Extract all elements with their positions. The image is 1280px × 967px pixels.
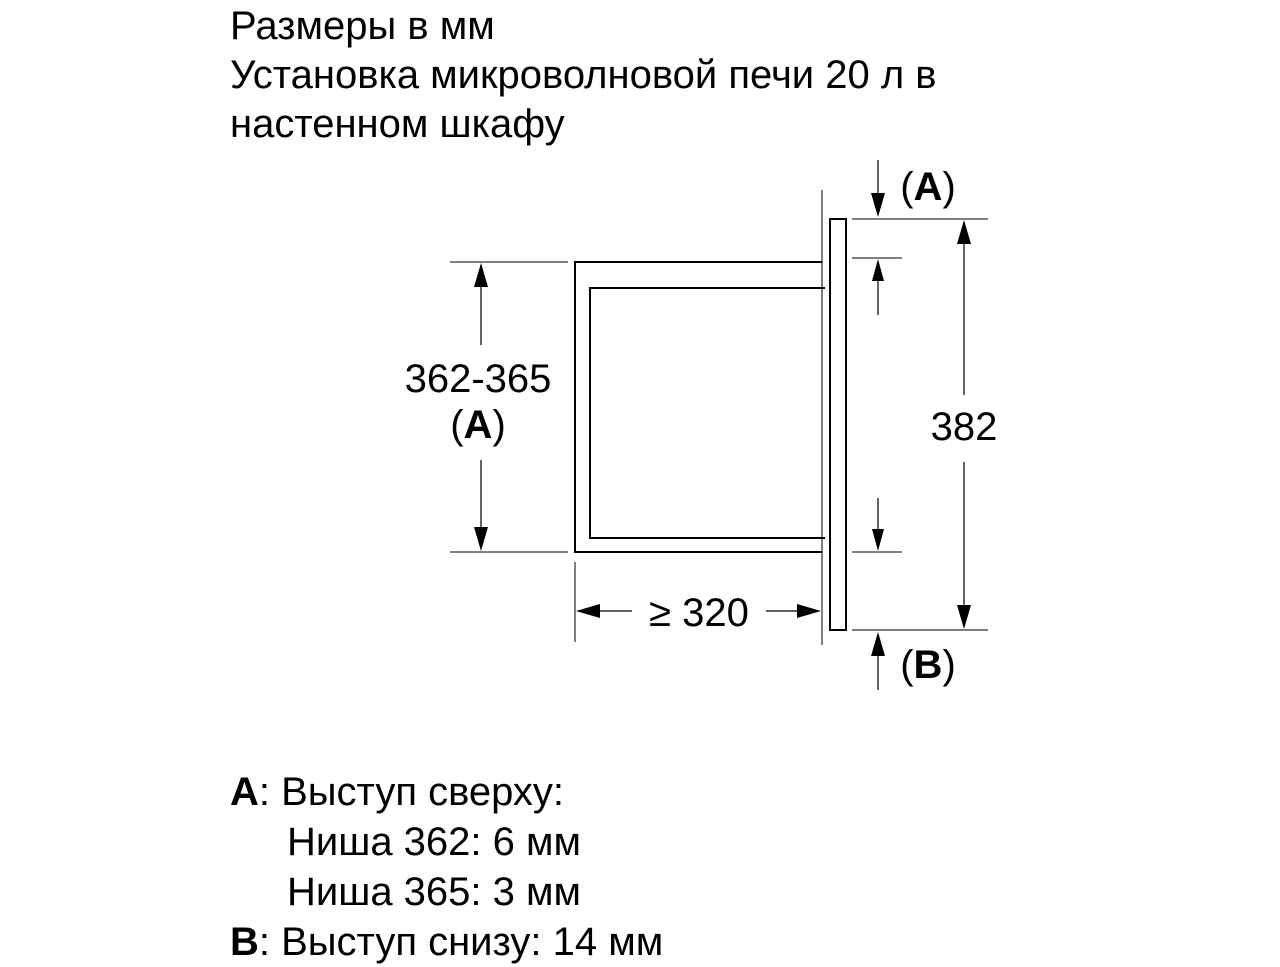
inner-arrowhead-up — [872, 259, 884, 281]
left-arrowhead-up — [474, 263, 488, 287]
bottom-offset-marker: (B) — [900, 643, 956, 687]
right-arrowhead-down — [957, 605, 971, 629]
title-line-3: настенном шкафу — [230, 102, 565, 146]
legend-row-a — [230, 767, 663, 817]
right-arrowhead-up — [957, 220, 971, 244]
front-panel — [830, 219, 846, 630]
title-line-2: Установка микроволновой печи 20 л в — [230, 53, 937, 97]
legend-text-a: : Выступ сверху: — [258, 770, 565, 814]
inner-arrowhead-down — [872, 529, 884, 551]
bottom-offset-arrowhead-up — [871, 632, 885, 656]
bottom-dimension-value: ≥ 320 — [649, 591, 749, 635]
legend-row-a-niche-365: Ниша 365: 3 мм — [287, 870, 582, 914]
legend-key-b: B — [230, 920, 259, 964]
top-offset-marker: (A) — [900, 165, 956, 209]
title-line-1: Размеры в мм — [230, 4, 495, 48]
right-dimension-value: 382 — [930, 405, 998, 449]
bottom-arrowhead-left — [576, 604, 600, 618]
left-arrowhead-down — [474, 527, 488, 551]
cabinet-niche-outline — [575, 262, 822, 552]
left-dimension-value: 362-365 — [404, 357, 552, 401]
bottom-arrowhead-right — [797, 604, 821, 618]
left-dimension-ref: (A) — [450, 403, 506, 447]
top-offset-arrowhead-down — [871, 193, 885, 217]
legend-text-b: : Выступ снизу: 14 мм — [258, 920, 664, 964]
microwave-body-outline — [590, 288, 825, 538]
legend-key-a: A — [230, 770, 259, 814]
legend-row-a-niche-362: Ниша 362: 6 мм — [287, 820, 582, 864]
legend — [230, 767, 663, 967]
